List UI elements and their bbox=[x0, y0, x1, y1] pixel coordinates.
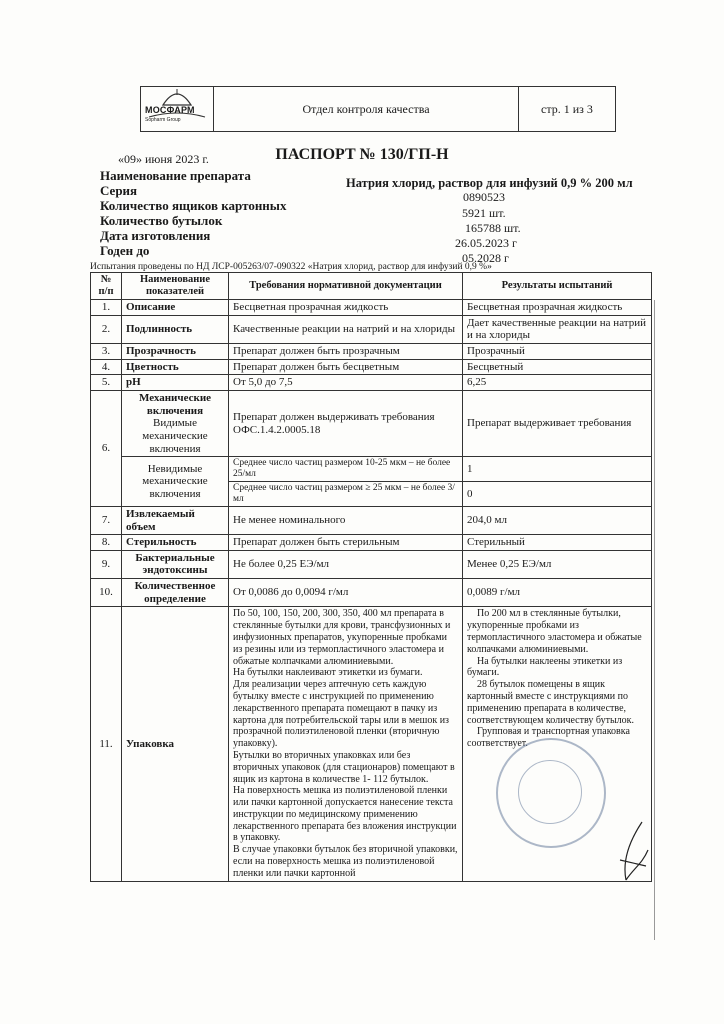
packaging-req-line: На поверхность мешка из полиэтиленовой пленки или пачки картонной допускается нанесение текста инструкции по медицинскому применению лекарственного препарата без вложения инструкции в упаковку. bbox=[233, 785, 457, 844]
table-row bbox=[91, 315, 652, 343]
row-requirement: Качественные реакции на натрий и на хлориды bbox=[229, 315, 463, 343]
scan-edge-divider bbox=[654, 300, 655, 940]
row-number: 10. bbox=[91, 579, 122, 607]
row-requirement: Не более 0,25 ЕЭ/мл bbox=[229, 550, 463, 578]
info-value-bottles: 165788 шт. bbox=[465, 221, 521, 235]
signature-mark bbox=[612, 820, 652, 890]
row-requirement: От 5,0 до 7,5 bbox=[229, 375, 463, 391]
row-number: 8. bbox=[91, 535, 122, 551]
row-indicator: Стерильность bbox=[122, 535, 229, 551]
info-label-boxes: Количество ящиков картонных bbox=[100, 198, 287, 213]
table-row bbox=[91, 300, 652, 316]
row-number: 6. bbox=[91, 390, 122, 506]
row-result: 0 bbox=[463, 482, 652, 507]
row-requirement: Среднее число частиц размером 10-25 мкм – не более 25/мл bbox=[229, 457, 463, 482]
info-label-bottles: Количество бутылок bbox=[100, 213, 223, 228]
passport-title: ПАСПОРТ № 130/ГП-Н bbox=[275, 146, 449, 163]
document-header bbox=[140, 86, 616, 132]
row-number: 4. bbox=[91, 359, 122, 375]
packaging-req-line: По 50, 100, 150, 200, 300, 350, 400 мл препарата в стеклянные бутылки для крови, трансфузионных и инфузионных препаратов, укупоренные пробками из резины или из термопластичного эластомера и обжатые колпачками алюминиевыми. bbox=[233, 608, 451, 667]
packaging-res-line: На бутылки наклеены этикетки из бумаги. bbox=[467, 655, 623, 679]
row-result: 204,0 мл bbox=[463, 506, 652, 534]
row-result: Бесцветный bbox=[463, 359, 652, 375]
row-result: Стерильный bbox=[463, 535, 652, 551]
test-standard-note: Испытания проведены по НД ЛСР-005263/07-090322 «Натрия хлорид, раствор для инфузий 0,9 %» bbox=[90, 262, 492, 272]
col-header-indicator: Наименование показателей bbox=[122, 273, 229, 300]
row-indicator: Бактериальные эндотоксины bbox=[122, 550, 229, 578]
packaging-requirements bbox=[229, 607, 463, 881]
row-number: 5. bbox=[91, 375, 122, 391]
row-result: Менее 0,25 ЕЭ/мл bbox=[463, 550, 652, 578]
info-value-manufacture: 26.05.2023 г bbox=[455, 236, 517, 250]
row-number: 2. bbox=[91, 315, 122, 343]
table-row bbox=[91, 550, 652, 578]
row-indicator: Подлинность bbox=[122, 315, 229, 343]
row-requirement: Среднее число частиц размером ≥ 25 мкм – не более 3/мл bbox=[229, 482, 463, 507]
table-row bbox=[91, 535, 652, 551]
packaging-req-line: На бутылки наклеивают этикетки из бумаги. bbox=[233, 667, 423, 679]
row-result: 6,25 bbox=[463, 375, 652, 391]
row-result: 1 bbox=[463, 457, 652, 482]
row-number: 1. bbox=[91, 300, 122, 316]
table-header-row bbox=[91, 273, 652, 300]
row-indicator: Извлекаемый объем bbox=[122, 506, 229, 534]
logo-subtitle: Sopharm Group bbox=[145, 117, 181, 123]
row-requirement: Препарат должен выдерживать требования ОФС.1.4.2.0005.18 bbox=[229, 390, 463, 456]
row-number: 9. bbox=[91, 550, 122, 578]
row-requirement: Препарат должен быть стерильным bbox=[229, 535, 463, 551]
row-requirement: Не менее номинального bbox=[229, 506, 463, 534]
row-requirement: Препарат должен быть бесцветным bbox=[229, 359, 463, 375]
table-row bbox=[91, 579, 652, 607]
row-indicator: Описание bbox=[122, 300, 229, 316]
row-result: Препарат выдерживает требования bbox=[463, 390, 652, 456]
row-result: Прозрачный bbox=[463, 344, 652, 360]
passport-date: «09» июня 2023 г. bbox=[118, 152, 209, 166]
packaging-req-line: В случае упаковки бутылок без вторичной упаковки, если на поверхность мешка из полиэтиленовой пленки или пачки картонной bbox=[233, 844, 458, 879]
info-value-series: 0890523 bbox=[463, 190, 505, 204]
col-header-results: Результаты испытаний bbox=[463, 273, 652, 300]
company-logo bbox=[141, 87, 214, 131]
table-row bbox=[91, 344, 652, 360]
row-indicator: pH bbox=[122, 375, 229, 391]
company-stamp bbox=[496, 738, 606, 848]
packaging-res-line: По 200 мл в стеклянные бутылки, укупоренные пробками из термопластичного эластомера и обжатые колпачками алюминиевыми. bbox=[467, 608, 642, 655]
packaging-res-line: 28 бутылок помещены в ящик картонный вместе с инструкциями по применению препарата в количестве, соответствующем количеству бутылок. bbox=[467, 679, 635, 726]
packaging-req-line: Бутылки во вторичных упаковках или без вторичных упаковок (для стационаров) помещают в ящик из картона в количестве 1- 112 бутылок. bbox=[233, 749, 455, 785]
table-row bbox=[91, 390, 652, 456]
packaging-req-line: Для реализации через аптечную сеть каждую бутылку вместе с инструкцией по применению лекарственного препарата помещают в пачку из картона для потребительской тары или в мешок из прозрачной полиэтиленовой пленки (вторичную упаковку). bbox=[233, 679, 450, 750]
col-header-number: № п/п bbox=[91, 273, 122, 300]
packaging-res-line: Групповая и транспортная упаковка соответствует. bbox=[467, 726, 630, 750]
info-value-boxes: 5921 шт. bbox=[462, 206, 506, 220]
table-row bbox=[91, 457, 652, 482]
row-indicator-invisible: Невидимые механические включения bbox=[122, 457, 229, 507]
row-indicator: Упаковка bbox=[122, 607, 229, 881]
row-requirement: От 0,0086 до 0,0094 г/мл bbox=[229, 579, 463, 607]
table-row bbox=[91, 375, 652, 391]
info-label-product: Наименование препарата bbox=[100, 168, 251, 183]
row-result: Бесцветная прозрачная жидкость bbox=[463, 300, 652, 316]
table-row bbox=[91, 506, 652, 534]
row-requirement: Бесцветная прозрачная жидкость bbox=[229, 300, 463, 316]
table-row bbox=[91, 359, 652, 375]
row-result: 0,0089 г/мл bbox=[463, 579, 652, 607]
row-result: Дает качественные реакции на натрий и на хлориды bbox=[463, 315, 652, 343]
col-header-requirements: Требования нормативной документации bbox=[229, 273, 463, 300]
row-number: 7. bbox=[91, 506, 122, 534]
page-number: стр. 1 из 3 bbox=[541, 101, 593, 116]
row-indicator: Количественное определение bbox=[122, 579, 229, 607]
row-indicator-group: Механические включения bbox=[138, 391, 212, 417]
row-requirement: Препарат должен быть прозрачным bbox=[229, 344, 463, 360]
info-label-manufacture: Дата изготовления bbox=[100, 228, 211, 243]
department-name: Отдел контроля качества bbox=[214, 87, 519, 131]
info-value-expiry: 05.2028 г bbox=[462, 251, 509, 265]
row-indicator bbox=[122, 390, 229, 456]
logo-name: МОСФАРМ bbox=[145, 105, 195, 115]
row-indicator-visible: Видимые механические включения bbox=[142, 417, 208, 455]
row-indicator: Прозрачность bbox=[122, 344, 229, 360]
row-indicator: Цветность bbox=[122, 359, 229, 375]
row-number: 3. bbox=[91, 344, 122, 360]
info-label-expiry: Годен до bbox=[100, 243, 150, 258]
info-value-product: Натрия хлорид, раствор для инфузий 0,9 % 200 мл bbox=[346, 176, 633, 190]
info-label-series: Серия bbox=[100, 183, 138, 198]
row-number: 11. bbox=[91, 607, 122, 881]
